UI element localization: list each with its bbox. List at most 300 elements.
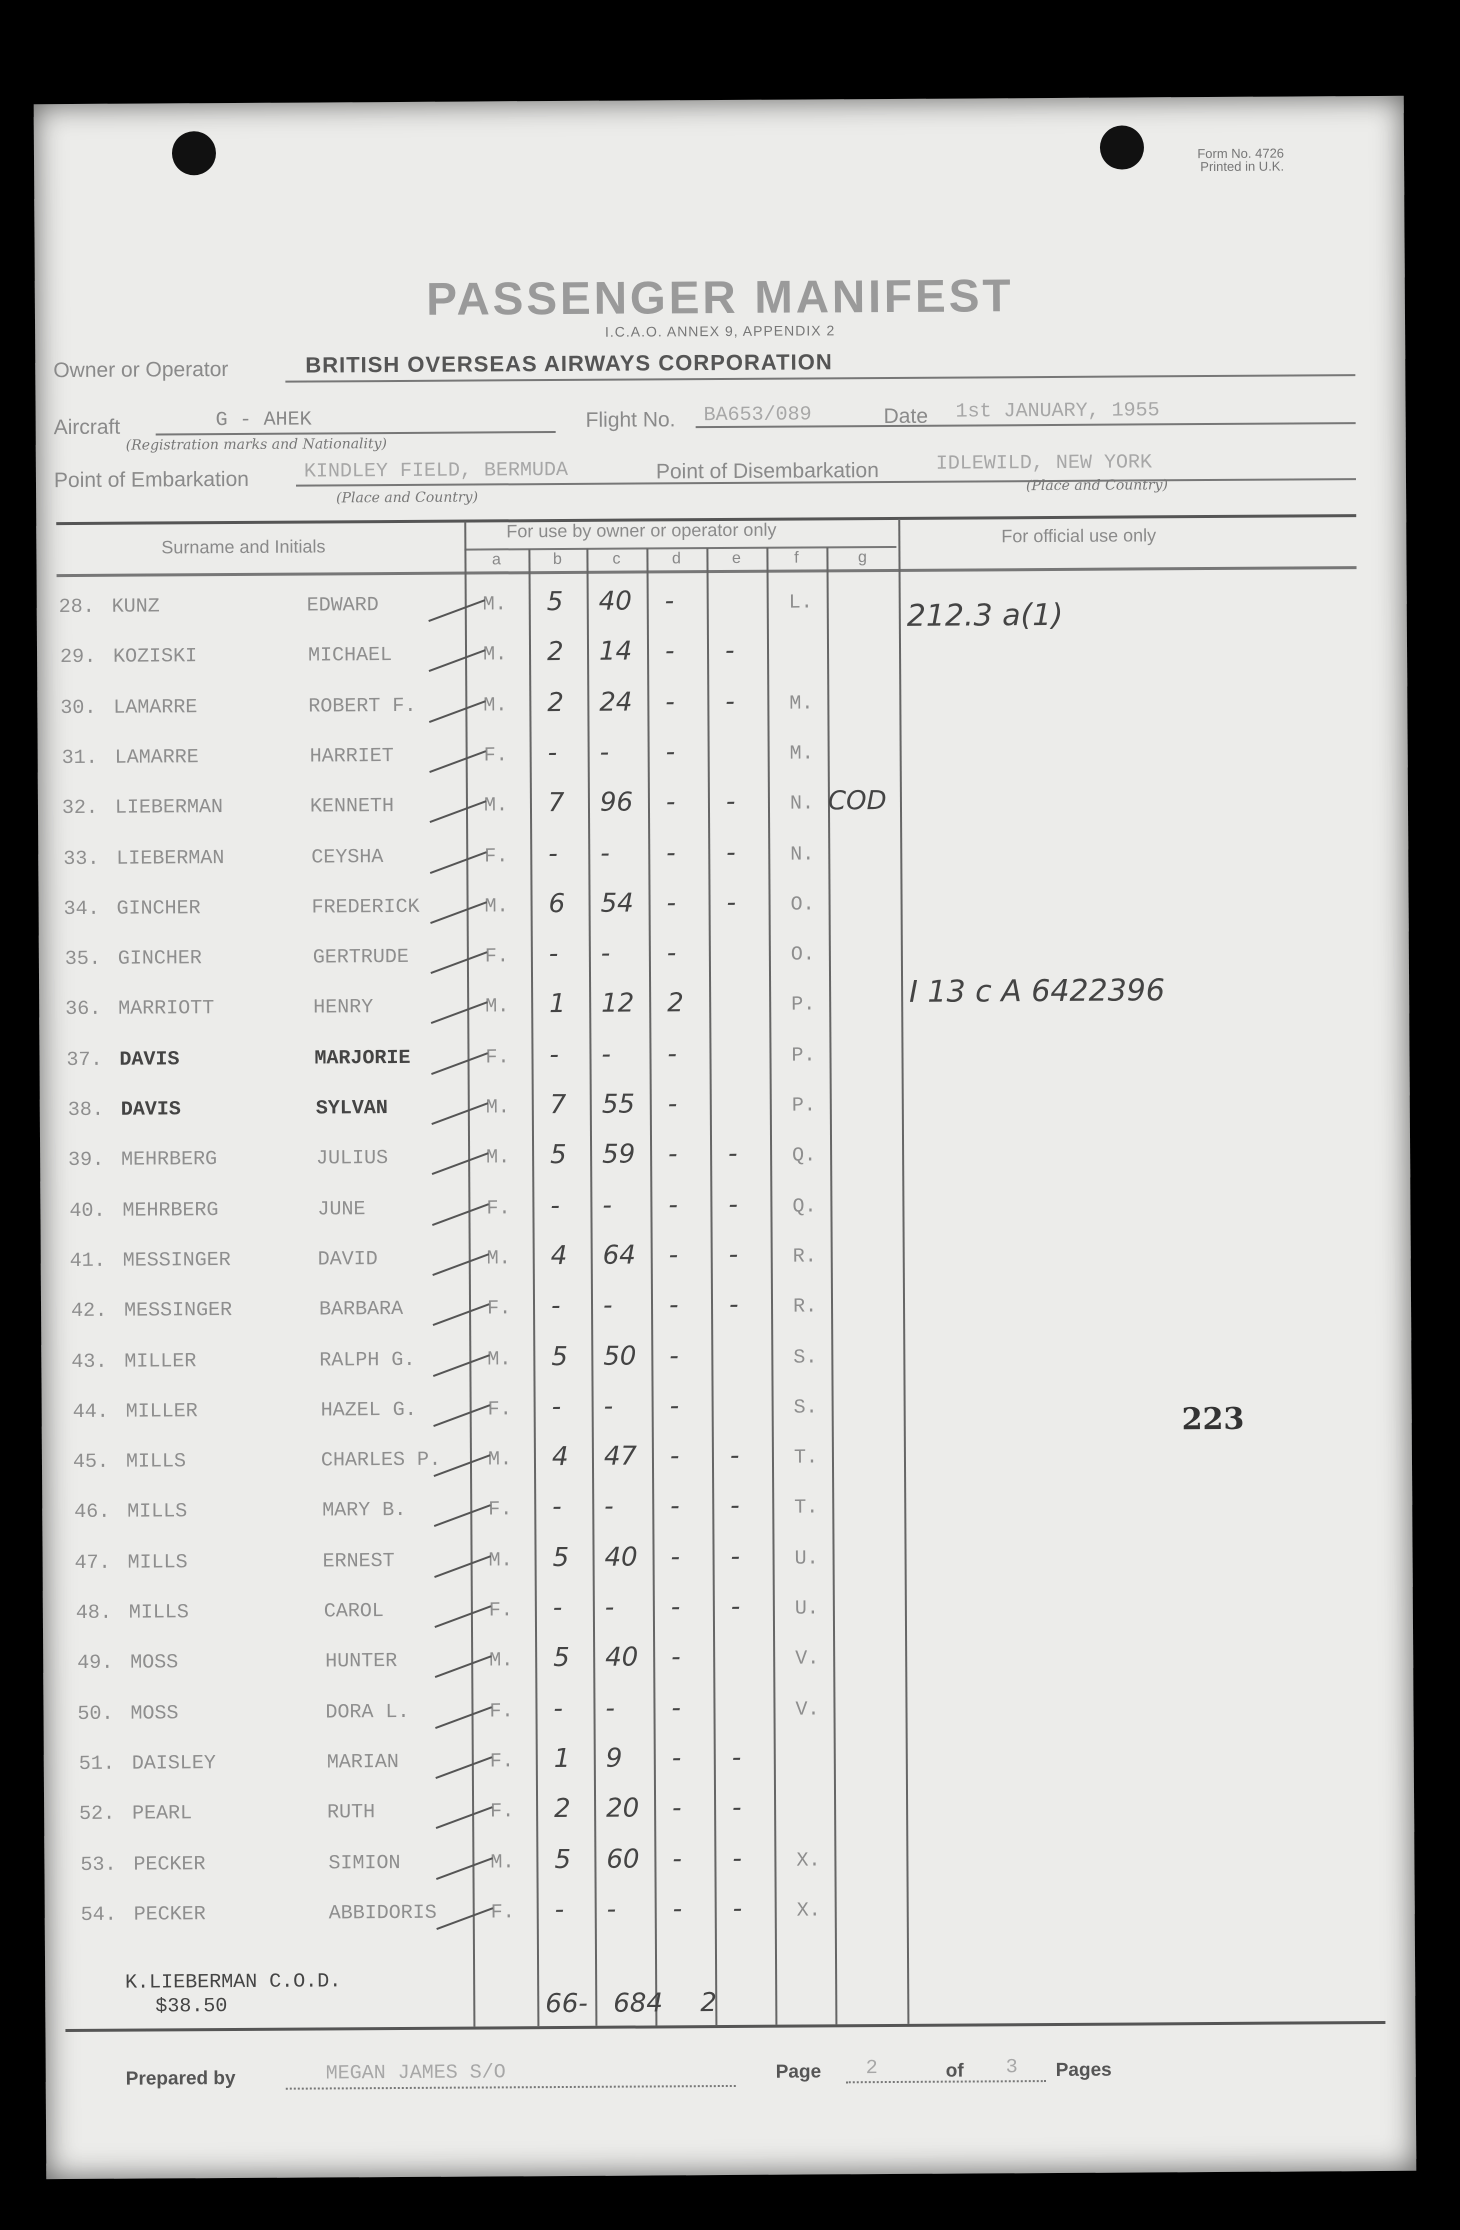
check-tick-mark (432, 1203, 489, 1226)
sex-cell: F. (485, 1046, 510, 1070)
col-c-cell: 60 (606, 1844, 640, 1875)
row-number: 46. (74, 1501, 111, 1525)
surname-cell: GINCHER (117, 947, 202, 971)
col-e-cell: - (725, 787, 736, 818)
table-row (37, 578, 1407, 636)
col-d-cell: - (668, 1240, 679, 1271)
prepared-by-value: MEGAN JAMES S/O (325, 2061, 506, 2086)
punch-hole-left (172, 131, 216, 175)
surname-cell: MARRIOTT (118, 997, 215, 1022)
row-number: 31. (61, 746, 98, 770)
registration-note: (Registration marks and Nationality) (125, 436, 388, 454)
surname-cell: MEHRBERG (121, 1148, 218, 1172)
prepared-by-label: Prepared by (125, 2068, 236, 2090)
surname-cell: MILLS (128, 1601, 189, 1625)
column-letter-g: g (857, 549, 867, 567)
sex-cell: F. (487, 1398, 512, 1422)
check-tick-mark (428, 599, 485, 622)
surname-cell: LIEBERMAN (114, 796, 224, 820)
col-c-cell: - (600, 938, 611, 969)
col-e-cell: - (730, 1591, 741, 1622)
sex-cell: F. (486, 1297, 512, 1321)
surname-cell: PECKER (133, 1902, 206, 1927)
first-name-cell: CAROL (323, 1600, 384, 1624)
check-tick-mark (434, 1505, 491, 1528)
table-row (45, 1886, 1415, 1944)
row-number: 36. (65, 998, 102, 1022)
col-f-cell: V. (795, 1698, 820, 1722)
col-d-cell: - (665, 787, 676, 818)
surname-cell: LIEBERMAN (116, 846, 225, 871)
surname-cell: LAMARRE (114, 746, 199, 770)
col-e-cell: - (728, 1189, 738, 1220)
table-row (44, 1785, 1414, 1843)
manifest-sheet (34, 96, 1417, 2179)
col-b-cell: 5 (553, 1643, 570, 1674)
row-number: 48. (75, 1601, 112, 1625)
disembarkation-label: Point of Disembarkation (655, 459, 879, 484)
form-number-text: Form No. 4726 (1197, 145, 1285, 162)
surname-cell: MEHRBERG (122, 1198, 219, 1223)
col-f-cell: M. (789, 692, 814, 716)
embarkation-value: KINDLEY FIELD, BERMUDA (303, 458, 569, 484)
surname-cell: KOZISKI (112, 645, 198, 670)
col-b-cell: 2 (547, 687, 564, 718)
sex-cell: F. (490, 1901, 515, 1925)
sex-cell: M. (483, 693, 508, 718)
surname-cell: MESSINGER (123, 1299, 233, 1323)
col-b-cell: 5 (552, 1542, 570, 1573)
check-tick-mark (431, 1102, 488, 1125)
first-name-cell: RALPH G. (319, 1348, 416, 1372)
first-name-cell: HENRY (313, 996, 374, 1020)
col-c-cell: - (604, 1492, 614, 1523)
surname-header: Surname and Initials (161, 536, 326, 558)
col-f-cell: O. (790, 943, 815, 967)
col-d-cell: - (664, 586, 675, 617)
table-row (42, 1533, 1412, 1591)
column-letter-f: f (794, 549, 799, 567)
first-name-cell: BARBARA (318, 1298, 404, 1322)
date-label: Date (883, 404, 929, 429)
col-d-cell: - (672, 1894, 683, 1925)
table-row (37, 628, 1407, 686)
col-b-cell: - (552, 1492, 562, 1523)
col-b-cell: - (550, 1291, 561, 1322)
col-d-cell: - (669, 1391, 680, 1422)
sex-cell: M. (487, 1347, 512, 1371)
column-letter-d: d (671, 550, 681, 568)
col-b-cell: 1 (549, 989, 566, 1020)
col-f-cell: N. (790, 842, 815, 867)
col-b-cell: 5 (551, 1341, 568, 1372)
col-c-cell: - (604, 1592, 615, 1623)
col-c-cell: 40 (604, 1542, 638, 1573)
surname-cell: DAISLEY (131, 1752, 216, 1776)
surname-cell: MILLS (127, 1500, 188, 1525)
col-e-cell: - (730, 1541, 741, 1572)
col-b-cell: 6 (548, 888, 566, 919)
surname-cell: MOSS (130, 1651, 179, 1675)
first-name-cell: EDWARD (306, 594, 379, 618)
row-number: 37. (66, 1048, 103, 1072)
col-d-cell: - (669, 1441, 680, 1472)
table-row (41, 1332, 1411, 1390)
row-number: 40. (69, 1199, 106, 1223)
table-row (42, 1433, 1412, 1491)
check-tick-mark (435, 1656, 492, 1679)
embarkation-label: Point of Embarkation (53, 467, 249, 493)
check-tick-mark (432, 1253, 489, 1276)
col-e-cell: - (728, 1139, 738, 1170)
col-f-cell: N. (789, 792, 815, 816)
col-f-cell: L. (788, 591, 813, 615)
form-number (1197, 147, 1284, 174)
col-b-cell: 2 (546, 637, 564, 668)
col-d-cell: - (666, 837, 676, 868)
col-c-cell: 14 (598, 636, 633, 668)
col-d-cell: - (670, 1491, 680, 1522)
row-number: 43. (71, 1350, 108, 1374)
col-e-cell: - (729, 1441, 740, 1472)
column-letter-e: e (731, 549, 741, 567)
check-tick-mark (431, 1052, 488, 1075)
col-e-cell: - (724, 636, 735, 667)
surname-cell: MILLS (125, 1450, 187, 1474)
sex-cell: M. (485, 1096, 510, 1120)
col-d-cell: - (666, 938, 677, 969)
col-d-cell: 2 (667, 988, 684, 1019)
total-d: 2 (700, 1988, 717, 2019)
first-name-cell: ABBIDORIS (328, 1901, 437, 1926)
col-c-cell: 64 (602, 1240, 636, 1271)
col-d-cell: - (672, 1793, 682, 1824)
owner-label: Owner or Operator (53, 358, 229, 383)
sex-cell: F. (489, 1750, 514, 1774)
col-b-cell: - (550, 1190, 560, 1221)
first-name-cell: HUNTER (325, 1650, 398, 1674)
table-row (43, 1634, 1413, 1692)
col-f-cell: V. (795, 1647, 820, 1671)
surname-cell: DAVIS (119, 1048, 180, 1072)
sex-cell: M. (486, 1247, 511, 1271)
col-c-cell: 40 (605, 1642, 639, 1674)
col-d-cell: - (666, 888, 677, 919)
row-number: 53. (80, 1853, 117, 1877)
manifest-title: PASSENGER MANIFEST (426, 269, 1014, 325)
sex-cell: M. (482, 643, 508, 667)
first-name-cell: MICHAEL (307, 644, 393, 668)
disembarkation-value: IDLEWILD, NEW YORK (935, 451, 1153, 476)
check-tick-mark (433, 1404, 490, 1427)
sex-cell: M. (487, 1448, 513, 1472)
col-f-cell: X. (796, 1848, 821, 1873)
col-b-cell: 5 (554, 1844, 572, 1875)
col-c-cell: - (602, 1190, 612, 1221)
col-c-cell: 59 (602, 1139, 636, 1171)
owner-value: BRITISH OVERSEAS AIRWAYS CORPORATION (305, 349, 833, 378)
column-letter-b: b (552, 550, 562, 569)
check-tick-mark (434, 1454, 491, 1477)
table-row (40, 1081, 1410, 1139)
table-row (38, 779, 1408, 837)
col-d-cell: - (670, 1541, 681, 1573)
table-row (39, 980, 1409, 1038)
first-name-cell: HAZEL G. (320, 1398, 417, 1423)
page-stamp-number: 223 (1181, 1401, 1245, 1438)
col-b-cell: - (553, 1693, 563, 1724)
surname-cell: MILLER (125, 1400, 198, 1424)
sex-cell: M. (484, 895, 509, 919)
first-name-cell: MARIAN (326, 1750, 399, 1775)
sex-cell: F. (488, 1599, 513, 1623)
surname-cell: GINCHER (116, 896, 201, 921)
row-number: 28. (58, 595, 95, 620)
surname-cell: MILLS (127, 1550, 188, 1575)
of-value: 3 (1005, 2056, 1018, 2080)
row-number: 44. (72, 1400, 109, 1424)
date-value: 1st JANUARY, 1955 (955, 399, 1160, 424)
sex-cell: F. (484, 945, 509, 969)
row-number: 35. (64, 947, 101, 972)
cod-note: K.LIEBERMAN C.O.D. (125, 1970, 342, 1995)
col-f-cell: R. (792, 1245, 817, 1269)
col-f-cell: R. (792, 1295, 818, 1319)
sex-cell: F. (488, 1498, 513, 1522)
check-tick-mark (434, 1555, 491, 1578)
col-f-cell: S. (793, 1345, 818, 1370)
first-name-cell: ERNEST (322, 1549, 395, 1574)
first-name-cell: JULIUS (316, 1147, 389, 1171)
col-f-cell: U. (794, 1597, 819, 1621)
col-c-cell: 9 (605, 1743, 623, 1774)
check-tick-mark (434, 1605, 491, 1628)
official-note-2: I 13 c A 6422396 (909, 973, 1166, 1010)
operator-header: For use by owner or operator only (506, 519, 777, 542)
col-b-cell: 2 (554, 1794, 571, 1825)
official-note-1: 212.3 a(1) (906, 597, 1064, 634)
col-c-cell: 96 (599, 787, 634, 818)
col-c-cell: - (602, 1290, 613, 1321)
table-row (38, 829, 1408, 887)
row-number: 47. (74, 1551, 111, 1575)
surname-cell: MILLER (124, 1349, 197, 1374)
first-name-cell: SIMION (328, 1851, 401, 1875)
first-name-cell: MARJORIE (314, 1046, 411, 1071)
surname-cell: KUNZ (111, 595, 160, 619)
check-tick-mark (436, 1907, 493, 1930)
sex-cell: F. (489, 1699, 514, 1724)
place-note-disembark: (Place and Country) (1025, 477, 1168, 495)
first-name-cell: DAVID (317, 1248, 378, 1272)
table-row (44, 1735, 1414, 1793)
col-f-cell: T. (793, 1446, 819, 1470)
row-number: 32. (61, 797, 99, 821)
col-b-cell: - (548, 939, 559, 970)
sex-cell: M. (483, 794, 509, 818)
flight-value: BA653/089 (703, 403, 812, 428)
table-row (43, 1684, 1413, 1742)
col-c-cell: 54 (600, 888, 634, 919)
first-name-cell: CHARLES P. (320, 1448, 442, 1473)
col-e-cell: - (728, 1290, 739, 1321)
col-d-cell: - (669, 1340, 679, 1371)
col-f-cell: P. (791, 993, 816, 1017)
sex-cell: M. (486, 1146, 511, 1170)
col-b-cell: 4 (550, 1240, 568, 1271)
row-number: 52. (79, 1802, 116, 1827)
row-number: 45. (72, 1450, 110, 1475)
check-tick-mark (436, 1857, 493, 1880)
table-row (44, 1835, 1414, 1893)
surname-cell: MESSINGER (122, 1248, 231, 1273)
first-name-cell: RUTH (327, 1801, 376, 1825)
col-g-cell: COD (827, 786, 887, 817)
check-tick-mark (430, 851, 487, 874)
col-b-cell: 5 (550, 1140, 567, 1171)
table-row (40, 1131, 1410, 1189)
first-name-cell: JUNE (317, 1197, 366, 1222)
col-d-cell: - (667, 1038, 677, 1070)
check-tick-mark (429, 750, 486, 773)
cod-amount: $38.50 (155, 1995, 228, 2019)
row-number: 30. (60, 696, 97, 720)
col-e-cell: - (732, 1893, 743, 1924)
table-row (40, 1181, 1410, 1239)
col-e-cell: - (732, 1793, 742, 1824)
column-letter-a: a (491, 551, 501, 569)
first-name-cell: CEYSHA (311, 845, 384, 870)
table-row (38, 880, 1408, 938)
col-b-cell: - (549, 1039, 559, 1070)
surname-cell: PECKER (133, 1852, 206, 1877)
check-tick-mark (429, 700, 486, 723)
check-tick-mark (431, 1002, 488, 1025)
sex-cell: M. (488, 1548, 513, 1573)
place-note-embark: (Place and Country) (336, 489, 479, 507)
surname-cell: MOSS (130, 1701, 179, 1726)
sex-cell: F. (490, 1800, 515, 1824)
col-e-cell: - (731, 1742, 742, 1773)
table-row (37, 678, 1407, 736)
row-number: 33. (63, 847, 100, 871)
table-row (38, 729, 1408, 787)
col-d-cell: - (671, 1743, 682, 1774)
col-d-cell: - (665, 686, 675, 717)
check-tick-mark (432, 1153, 489, 1176)
check-tick-mark (436, 1806, 493, 1829)
col-c-cell: 20 (606, 1793, 640, 1824)
col-b-cell: 5 (546, 586, 564, 618)
table-row (41, 1232, 1411, 1290)
col-b-cell: - (547, 737, 558, 768)
sex-cell: M. (489, 1649, 514, 1673)
col-c-cell: - (605, 1693, 615, 1724)
col-b-cell: - (552, 1593, 563, 1624)
table-bottom-rule (65, 2021, 1385, 2032)
col-c-cell: 12 (601, 988, 635, 1020)
col-c-cell: - (606, 1894, 617, 1925)
col-f-cell: M. (789, 742, 814, 766)
col-d-cell: - (665, 737, 676, 768)
row-number: 41. (69, 1249, 106, 1273)
col-b-cell: 7 (547, 788, 565, 819)
check-tick-mark (430, 901, 487, 924)
flight-label: Flight No. (585, 408, 676, 432)
manifest-subtitle: I.C.A.O. ANNEX 9, APPENDIX 2 (604, 322, 836, 340)
row-number: 34. (63, 897, 100, 921)
col-e-cell: - (725, 686, 735, 717)
col-c-cell: - (599, 737, 610, 768)
col-e-cell: - (726, 837, 736, 868)
pages-label: Pages (1055, 2059, 1112, 2081)
check-tick-mark (433, 1354, 490, 1377)
row-number: 51. (78, 1752, 115, 1776)
col-f-cell: X. (796, 1899, 821, 1923)
first-name-cell: FREDERICK (311, 895, 420, 920)
row-number: 29. (59, 646, 97, 670)
sex-cell: F. (483, 744, 508, 768)
row-number: 39. (68, 1149, 105, 1173)
col-c-cell: 40 (598, 586, 632, 617)
table-row (41, 1282, 1411, 1340)
surname-cell: DAVIS (120, 1098, 181, 1122)
col-c-cell: 50 (603, 1341, 637, 1372)
official-header: For official use only (1001, 525, 1157, 547)
col-b-cell: 7 (549, 1089, 567, 1121)
col-c-cell: 55 (601, 1089, 635, 1120)
col-c-cell: - (601, 1039, 611, 1070)
surname-cell: LAMARRE (113, 695, 198, 720)
check-tick-mark (429, 650, 486, 673)
col-d-cell: - (671, 1642, 681, 1673)
punch-hole-right (1100, 125, 1144, 169)
col-b-cell: - (554, 1894, 565, 1925)
prepared-underline (286, 2085, 736, 2090)
col-c-cell: - (603, 1391, 614, 1422)
first-name-cell: ROBERT F. (308, 694, 417, 719)
col-e-cell: - (732, 1843, 742, 1874)
page-label: Page (775, 2061, 822, 2083)
first-name-cell: SYLVAN (315, 1097, 388, 1121)
col-b-cell: - (548, 838, 558, 869)
printed-in-text: Printed in U.K. (1200, 158, 1285, 175)
row-number: 38. (67, 1098, 104, 1123)
first-name-cell: HARRIET (309, 744, 394, 769)
table-row (39, 1031, 1409, 1089)
check-tick-mark (430, 800, 487, 823)
check-tick-mark (435, 1706, 492, 1729)
col-c-cell: 47 (603, 1441, 638, 1472)
first-name-cell: DORA L. (325, 1700, 410, 1725)
sex-cell: M. (490, 1850, 515, 1874)
col-d-cell: - (670, 1592, 681, 1623)
row-number: 50. (77, 1702, 114, 1726)
row-number: 54. (80, 1903, 117, 1927)
check-tick-mark (435, 1756, 492, 1779)
col-e-cell: - (728, 1239, 739, 1270)
col-d-cell: - (668, 1189, 678, 1220)
total-b: 66- (545, 1988, 588, 2020)
col-b-cell: 4 (551, 1442, 569, 1473)
table-row (43, 1584, 1413, 1642)
col-f-cell: Q. (792, 1195, 817, 1219)
sex-cell: M. (482, 593, 507, 617)
first-name-cell: GERTRUDE (312, 946, 409, 970)
first-name-cell: KENNETH (309, 795, 395, 819)
aircraft-label: Aircraft (53, 415, 121, 440)
sex-cell: F. (484, 844, 509, 868)
